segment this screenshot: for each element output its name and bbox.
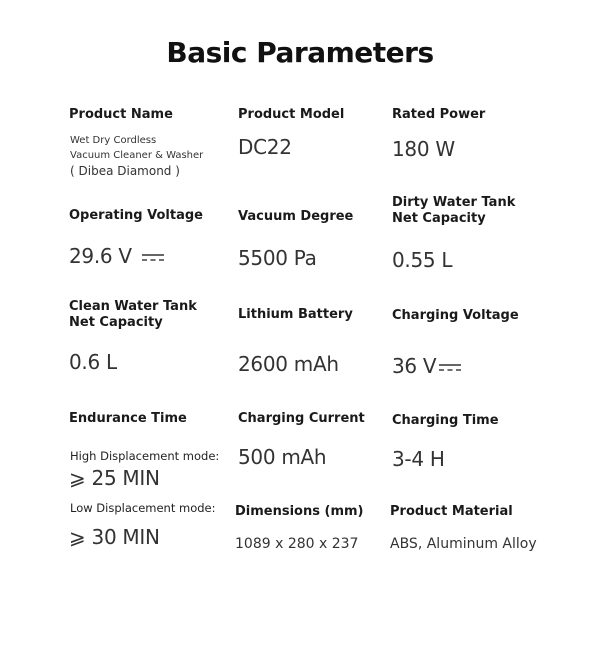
lithium-battery-value: 2600 mAh [238,352,339,376]
rated-power-label: Rated Power [392,107,486,122]
high-displacement-value: ⩾ 25 MIN [69,466,160,490]
low-displacement-mode-label: Low Displacement mode: [70,501,216,515]
product-name-label: Product Name [69,107,173,122]
page-title: Basic Parameters [166,36,434,69]
lithium-battery-label: Lithium Battery [238,307,353,322]
operating-voltage-label: Operating Voltage [69,208,203,223]
charging-time-value: 3-4 H [392,447,445,471]
high-displacement-mode-label: High Displacement mode: [70,449,220,463]
dimensions-label: Dimensions (mm) [235,504,364,519]
operating-voltage-value: 29.6 V [69,244,132,268]
dirty-water-tank-label-2: Net Capacity [392,211,486,226]
product-name-line-2: Vacuum Cleaner & Washer [70,150,204,161]
vacuum-degree-label: Vacuum Degree [238,209,354,224]
product-model-value: DC22 [238,135,292,159]
endurance-time-label: Endurance Time [69,411,187,426]
product-name-line-1: Wet Dry Cordless [70,135,157,146]
charging-current-value: 500 mAh [238,445,327,469]
charging-time-label: Charging Time [392,413,499,428]
clean-water-tank-value: 0.6 L [69,350,117,374]
product-model-label: Product Model [238,107,345,122]
dimensions-value: 1089 x 280 x 237 [235,536,359,552]
charging-current-label: Charging Current [238,411,365,426]
clean-water-tank-label-2: Net Capacity [69,315,163,330]
operating-voltage-value-row [69,244,164,268]
charging-voltage-value: 36 V [392,354,437,378]
charging-voltage-value-row [392,354,461,378]
charging-voltage-label: Charging Voltage [392,308,519,323]
dirty-water-tank-value: 0.55 L [392,248,453,272]
vacuum-degree-value: 5500 Pa [238,246,317,270]
rated-power-value: 180 W [392,137,455,161]
product-material-value: ABS, Aluminum Alloy [390,536,537,552]
product-material-label: Product Material [390,504,513,519]
dc-current-icon [142,253,164,262]
product-name-line-3: ( Dibea Diamond ) [70,164,180,178]
low-displacement-value: ⩾ 30 MIN [69,525,160,549]
clean-water-tank-label-1: Clean Water Tank [69,299,197,314]
dc-current-icon [439,363,461,372]
dirty-water-tank-label-1: Dirty Water Tank [392,195,516,210]
